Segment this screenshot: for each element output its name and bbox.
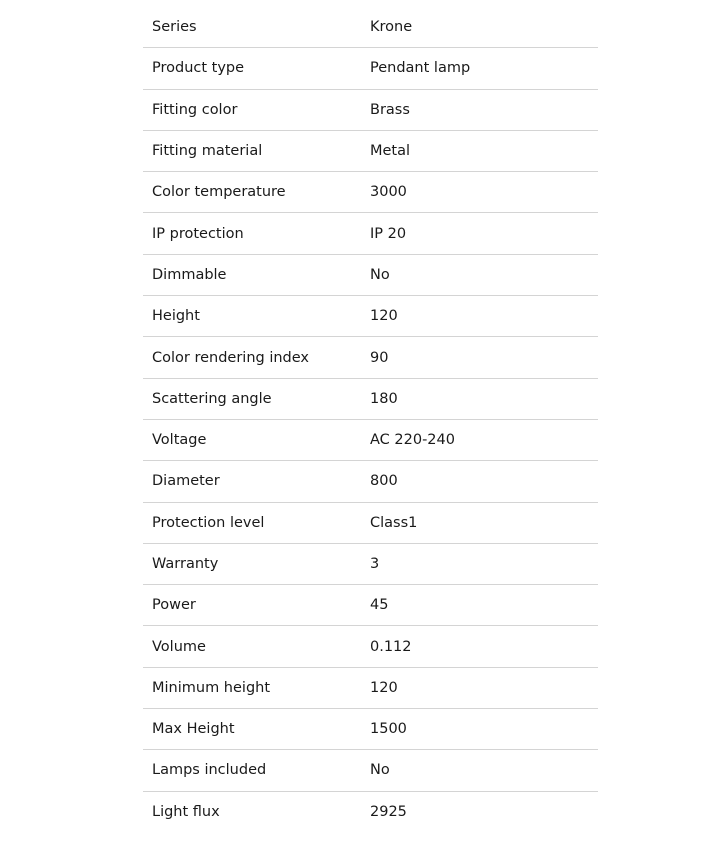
spec-row-max-height — [143, 709, 598, 750]
spec-label: Lamps included — [152, 762, 267, 779]
spec-row-height — [143, 296, 598, 337]
spec-row-light-flux — [143, 792, 598, 833]
spec-label: Height — [152, 308, 200, 325]
spec-value: 2925 — [370, 804, 407, 821]
spec-value: 120 — [370, 679, 398, 696]
spec-value: Class1 — [370, 514, 418, 531]
spec-row-fitting-material — [143, 131, 598, 172]
spec-label: Diameter — [152, 473, 220, 490]
spec-value: IP 20 — [370, 225, 407, 242]
spec-label: Minimum height — [152, 679, 271, 696]
spec-label: Dimmable — [152, 266, 227, 283]
spec-label: Light flux — [152, 804, 220, 821]
spec-row-color-temperature — [143, 172, 598, 213]
spec-row-dimmable — [143, 255, 598, 296]
spec-row-protection-level — [143, 503, 598, 544]
spec-table — [143, 7, 598, 833]
spec-label: Max Height — [152, 721, 235, 738]
spec-value: 180 — [370, 390, 398, 407]
spec-row-minimum-height — [143, 668, 598, 709]
spec-value: Metal — [370, 143, 411, 160]
spec-label: Product type — [152, 60, 245, 77]
spec-value: AC 220-240 — [370, 432, 455, 449]
spec-value: Krone — [370, 19, 413, 36]
spec-row-lamps-included — [143, 750, 598, 791]
spec-label: Warranty — [152, 556, 219, 572]
spec-row-product-type — [143, 48, 598, 89]
spec-label: Protection level — [152, 514, 265, 531]
spec-label: Scattering angle — [152, 390, 272, 407]
spec-row-color-rendering-index — [143, 337, 598, 378]
spec-value: 45 — [370, 597, 389, 614]
spec-value: 800 — [370, 473, 398, 490]
spec-value: 0.112 — [370, 638, 412, 655]
spec-value: 1500 — [370, 721, 407, 738]
spec-label: Voltage — [152, 432, 207, 449]
spec-label: Power — [152, 597, 196, 614]
spec-label: Color rendering index — [152, 349, 310, 366]
spec-label: IP protection — [152, 225, 244, 242]
spec-row-warranty — [143, 544, 598, 585]
spec-value: 3000 — [370, 184, 407, 201]
spec-value: No — [370, 762, 390, 779]
spec-value: No — [370, 266, 390, 283]
spec-label: Fitting material — [152, 143, 263, 160]
spec-value: 120 — [370, 308, 398, 325]
spec-label: Volume — [152, 638, 206, 655]
spec-row-volume — [143, 626, 598, 667]
spec-row-series — [143, 7, 598, 48]
spec-value: 90 — [370, 349, 389, 366]
spec-value: Brass — [370, 101, 410, 118]
spec-row-ip-protection — [143, 213, 598, 254]
spec-row-power — [143, 585, 598, 626]
spec-value: 3 — [370, 556, 380, 572]
spec-label: Color temperature — [152, 184, 286, 201]
spec-row-fitting-color — [143, 90, 598, 131]
spec-row-diameter — [143, 461, 598, 502]
spec-label: Fitting color — [152, 101, 238, 118]
spec-row-scattering-angle — [143, 379, 598, 420]
spec-row-voltage — [143, 420, 598, 461]
spec-label: Series — [152, 19, 197, 36]
spec-value: Pendant lamp — [370, 60, 471, 77]
